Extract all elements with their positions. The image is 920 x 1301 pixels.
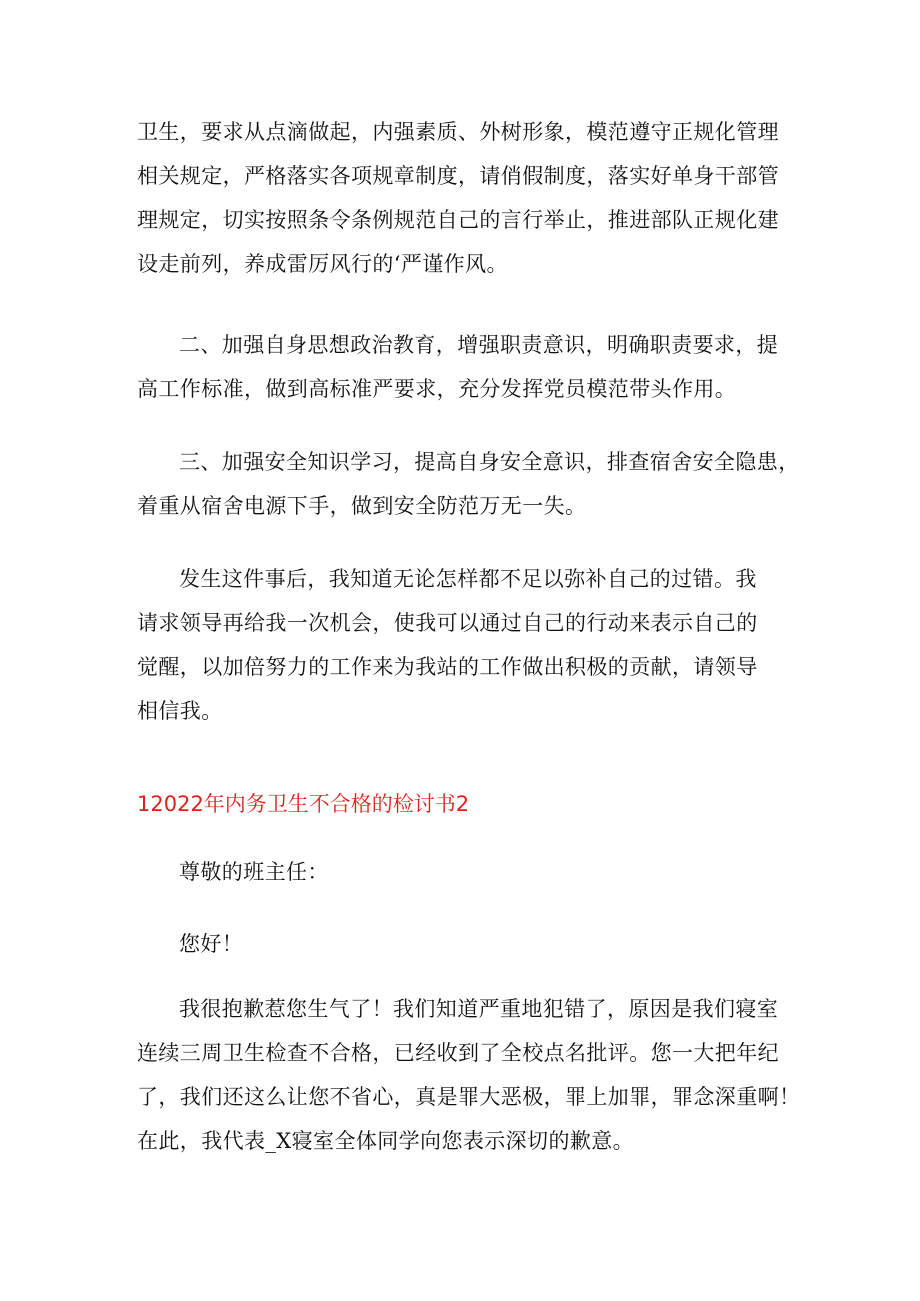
text-line: 了，我们还这么让您不省心，真是罪大恶极，罪上加罪，罪念深重啊！ — [137, 1085, 801, 1109]
text-line: 我很抱歉惹您生气了！我们知道严重地犯错了，原因是我们寝室 — [179, 997, 779, 1021]
paragraph-safety — [137, 440, 800, 528]
greeting — [137, 922, 782, 966]
text-line: 发生这件事后，我知道无论怎样都不足以弥补自己的过错。我 — [179, 567, 757, 591]
text-line: 设走前列，养成雷厉风行的‘严谨作风。 — [137, 252, 508, 276]
section-heading: 12022年内务卫生不合格的检讨书2 — [137, 792, 470, 816]
paragraph-regulations — [137, 110, 782, 286]
text-line: 相关规定，严格落实各项规章制度，请俏假制度，落实好单身干部管 — [137, 164, 779, 188]
text-line: 请求领导再给我一次机会，使我可以通过自己的行动来表示自己的 — [137, 611, 758, 635]
text-line: 三、加强安全知识学习，提高自身安全意识，排查宿舍安全隐患， — [179, 450, 800, 474]
text-line: 觉醒，以加倍努力的工作来为我站的工作做出积极的贡献，请领导 — [137, 655, 758, 679]
text-line: 尊敬的班主任： — [179, 860, 329, 884]
text-line: 理规定，切实按照条令条例规范自己的言行举止，推进部队正规化建 — [137, 208, 779, 232]
text-line: 卫生，要求从点滴做起，内强素质、外树形象，模范遵守正规化管理 — [137, 120, 779, 144]
text-line: 在此，我代表_X寝室全体同学向您表示深切的歉意。 — [137, 1129, 635, 1153]
paragraph-request — [137, 557, 782, 733]
salutation — [137, 850, 782, 894]
text-line: 相信我。 — [137, 699, 223, 723]
text-line: 高工作标准，做到高标准严要求，充分发挥党员模范带头作用。 — [137, 377, 737, 401]
text-line: 您好！ — [179, 932, 244, 956]
paragraph-political-education — [137, 323, 782, 411]
text-line: 连续三周卫生检查不合格，已经收到了全校点名批评。您一大把年纪 — [137, 1041, 779, 1065]
text-line: 二、加强自身思想政治教育，增强职责意识，明确职责要求，提 — [179, 333, 779, 357]
paragraph-apology — [137, 987, 801, 1163]
text-line: 着重从宿舍电源下手，做到安全防范万无一失。 — [137, 494, 587, 518]
